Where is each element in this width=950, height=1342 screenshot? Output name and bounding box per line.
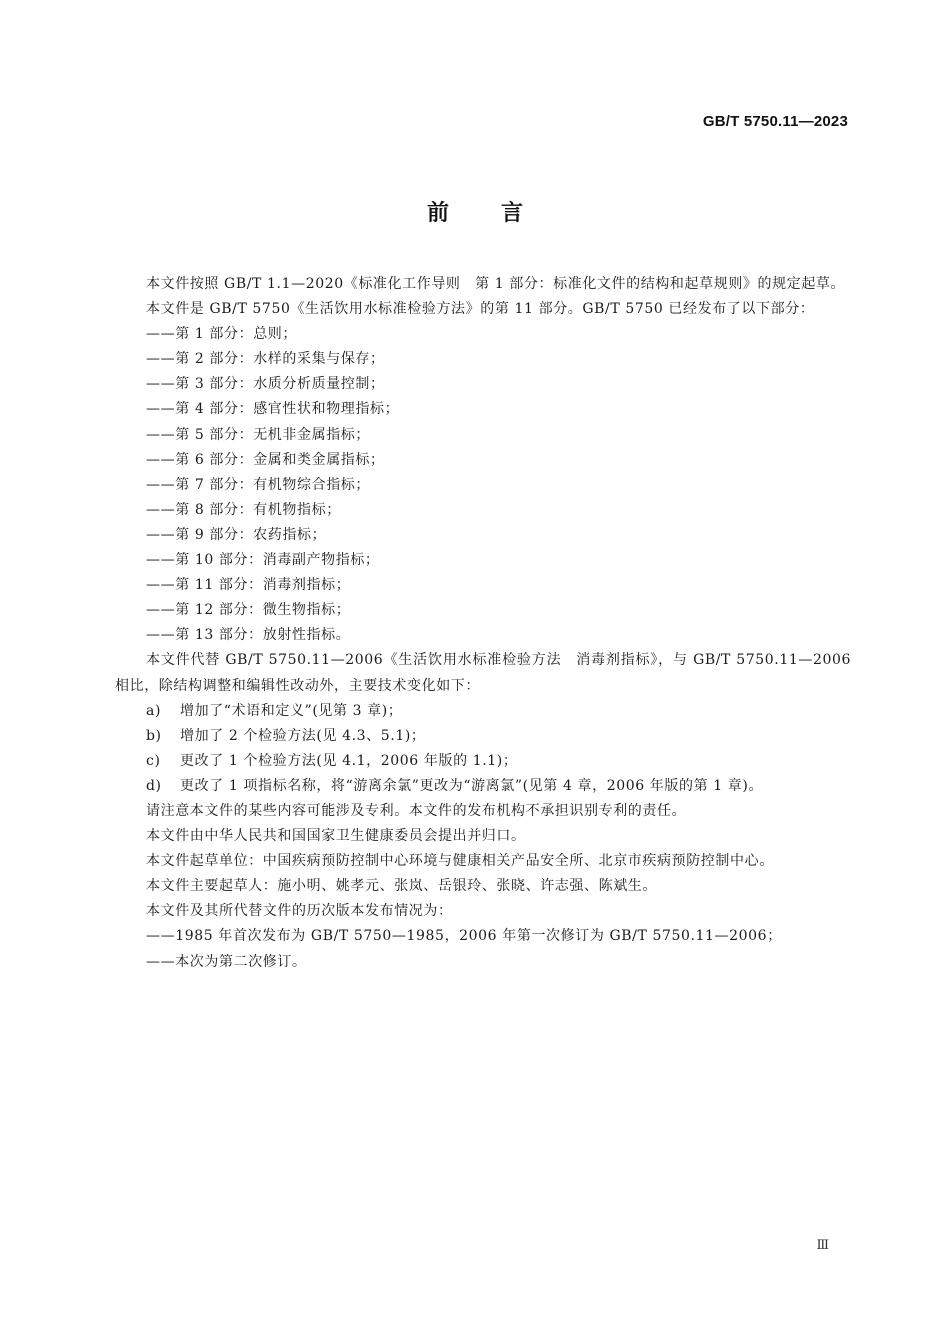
list-item: ——第 8 部分：有机物指标； <box>146 501 341 518</box>
list-item: ——第 13 部分：放射性指标。 <box>146 627 351 644</box>
change-item <box>115 699 851 724</box>
paragraph-drafting-units: 本文件起草单位：中国疾病预防控制中心环境与健康相关产品安全所、北京市疾病预防控制中心。 <box>146 853 774 870</box>
list-item: ——第 7 部分：有机物综合指标； <box>146 476 371 493</box>
paragraph-replacement: 本文件代替 GB/T 5750.11—2006《生活饮用水标准检验方法 消毒剂指标》，与 GB/T 5750.11—2006 相比，除结构调整和编辑性改动外，主要技术变化如下： <box>115 652 851 694</box>
paragraph-drafters: 本文件主要起草人：施小明、姚孝元、张岚、岳银玲、张晓、许志强、陈斌生。 <box>146 878 657 895</box>
paragraph-patent-notice: 请注意本文件的某些内容可能涉及专利。本文件的发布机构不承担识别专利的责任。 <box>146 802 687 819</box>
document-body <box>115 272 851 975</box>
list-item: ——第 12 部分：微生物指标； <box>146 602 351 619</box>
change-label: d) <box>146 777 162 794</box>
list-item: ——第 2 部分：水样的采集与保存； <box>146 351 385 368</box>
change-text: 增加了“术语和定义”(见第 3 章)； <box>180 702 403 719</box>
paragraph-proposer: 本文件由中华人民共和国国家卫生健康委员会提出并归口。 <box>146 828 526 845</box>
change-text: 更改了 1 项指标名称，将“游离余氯”更改为“游离氯”(见第 4 章，2006 年版的第 1 章)。 <box>180 777 764 794</box>
change-label: c) <box>146 752 161 769</box>
change-item <box>115 774 851 799</box>
change-text: 增加了 2 个检验方法(见 4.3、5.1)； <box>180 727 426 744</box>
list-item: ——本次为第二次修订。 <box>146 953 307 970</box>
list-item: ——第 9 部分：农药指标； <box>146 526 327 543</box>
change-text: 更改了 1 个检验方法(见 4.1，2006 年版的 1.1)； <box>180 752 518 769</box>
standard-number: GB/T 5750.11—2023 <box>702 113 848 130</box>
list-item: ——第 6 部分：金属和类金属指标； <box>146 451 385 468</box>
list-item: ——第 5 部分：无机非金属指标； <box>146 426 371 443</box>
list-item: ——第 4 部分：感官性状和物理指标； <box>146 401 400 418</box>
list-item: ——第 3 部分：水质分析质量控制； <box>146 376 385 393</box>
parts-list <box>115 322 851 648</box>
paragraph-series-intro: 本文件是 GB/T 5750《生活饮用水标准检验方法》的第 11 部分。GB/T 5750 已经发布了以下部分： <box>146 301 815 318</box>
paragraph-version-history: 本文件及其所代替文件的历次版本发布情况为： <box>146 903 453 920</box>
list-item: ——第 11 部分：消毒剂指标； <box>146 577 351 594</box>
page-number: Ⅲ <box>816 1237 829 1252</box>
change-item <box>115 749 851 774</box>
change-label: b) <box>146 727 162 744</box>
change-label: a) <box>146 702 162 719</box>
change-item <box>115 724 851 749</box>
section-title: 前言 <box>426 201 575 226</box>
history-list <box>115 924 851 974</box>
changes-list <box>115 699 851 799</box>
list-item: ——1985 年首次发布为 GB/T 5750—1985，2006 年第一次修订为 GB/T 5750.11—2006； <box>146 928 782 945</box>
list-item: ——第 10 部分：消毒副产物指标； <box>146 552 380 569</box>
list-item: ——第 1 部分：总则； <box>146 326 298 343</box>
paragraph-drafting-rules: 本文件按照 GB/T 1.1—2020《标准化工作导则 第 1 部分：标准化文件的结构和起草规则》的规定起草。 <box>146 276 846 292</box>
